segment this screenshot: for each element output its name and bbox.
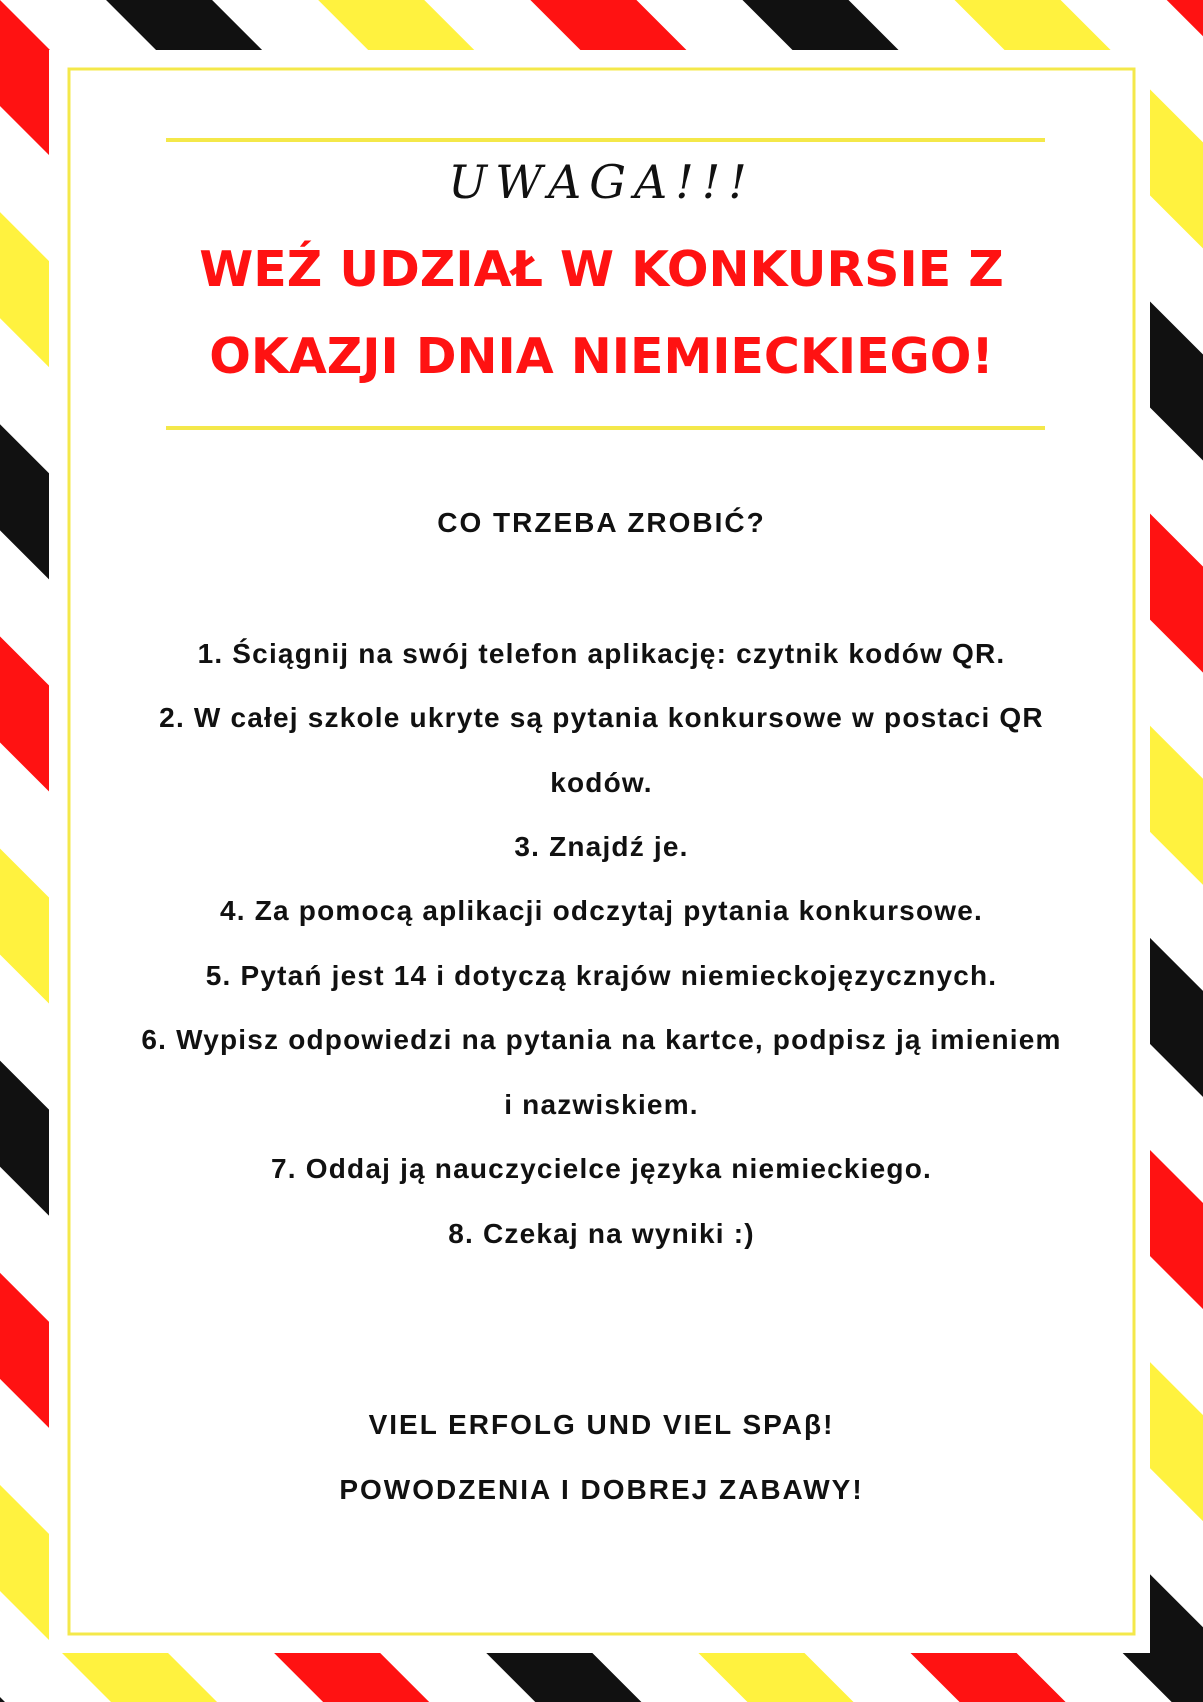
headline: UWAGA!!!	[448, 155, 755, 209]
step-2: 2. W całej szkole ukryte są pytania konkursowe w postaci QR	[159, 702, 1044, 733]
closing-polish: POWODZENIA I DOBREJ ZABAWY!	[339, 1474, 864, 1505]
top-divider	[166, 138, 1045, 142]
closing-german: VIEL ERFOLG UND VIEL SPAβ!	[368, 1409, 835, 1440]
step-1: 1. Ściągnij na swój telefon aplikację: czytnik kodów QR.	[197, 638, 1006, 669]
step-6-continued: i nazwiskiem.	[504, 1089, 699, 1120]
step-6: 6. Wypisz odpowiedzi na pytania na kartce, podpisz ją imieniem	[141, 1024, 1062, 1055]
step-8: 8. Czekaj na wyniki :)	[448, 1218, 755, 1249]
step-7: 7. Oddaj ją nauczycielce języka niemieckiego.	[271, 1153, 932, 1184]
step-4: 4. Za pomocą aplikacji odczytaj pytania konkursowe.	[220, 895, 983, 926]
step-5: 5. Pytań jest 14 i dotyczą krajów niemieckojęzycznych.	[205, 960, 998, 991]
step-3: 3. Znajdź je.	[514, 831, 689, 862]
title-line-1: WEŹ UDZIAŁ W KONKURSIE Z	[199, 241, 1004, 298]
bottom-divider	[166, 426, 1045, 430]
title-line-2: OKAZJI DNIA NIEMIECKIEGO!	[209, 328, 994, 385]
question-heading: CO TRZEBA ZROBIĆ?	[437, 507, 766, 538]
step-2-continued: kodów.	[550, 767, 653, 798]
